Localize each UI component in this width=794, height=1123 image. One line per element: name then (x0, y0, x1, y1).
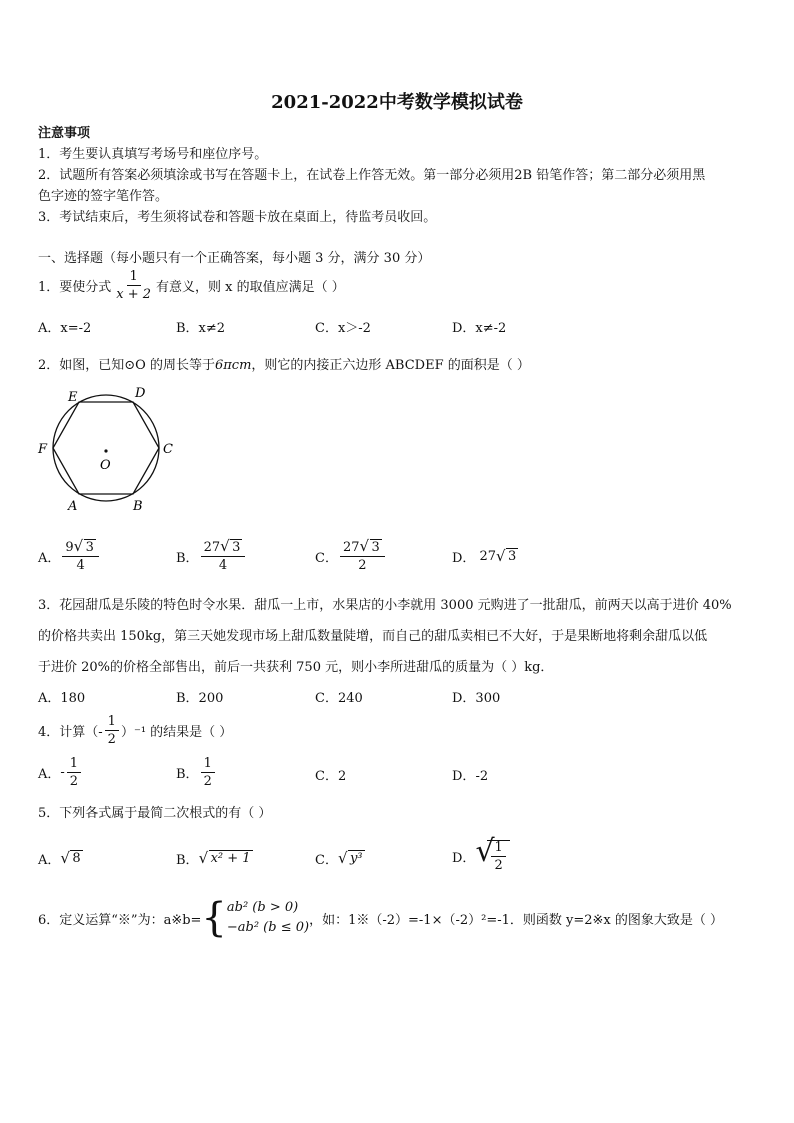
sqrt-symbol: √ $\frac{1}{2}$ (475, 840, 509, 872)
sqrt-symbol: √ 3 (495, 546, 517, 565)
q5-option-d[interactable] (452, 834, 510, 878)
numerator: 1 (491, 841, 505, 857)
denominator: 2 (494, 858, 503, 873)
q6-case-2: −ab² (b ≤ 0) (226, 920, 310, 935)
page-title: 2021-2022中考数学模拟试卷 (271, 92, 523, 113)
q4-option-d-letter: D． (452, 769, 476, 784)
radicand: 3 (371, 539, 380, 555)
q6-suffix: ，如：1※（-2）=-1×（-2）²=-1．则函数 y=2※x 的图象大致是（ ） (309, 912, 724, 928)
q2-option-a-numerator (62, 536, 99, 557)
q2-option-c-numerator (340, 536, 385, 557)
section-heading: 一、选择题（每小题只有一个正确答案，每小题 3 分，满分 30 分） (38, 251, 431, 266)
q2-option-b-numerator (201, 536, 246, 557)
coef: 27 (203, 539, 221, 555)
q2-option-b-fraction (201, 536, 246, 573)
q2-option-c-letter: C． (315, 550, 338, 566)
q4-fraction (105, 715, 119, 746)
q3-line-1: 3．花园甜瓜是乐陵的特色时令水果．甜瓜一上市，水果店的小李就用 3000 元购进了一批甜瓜，前两天以高于进价 40% (38, 598, 732, 613)
sqrt-symbol: √ 3 (220, 536, 241, 555)
note-line-3: 色字迹的签字笔作答。 (38, 189, 169, 204)
q1-option-a[interactable]: A．x=-2 (38, 321, 92, 336)
q4-option-a-letter: A． (38, 766, 61, 782)
hexagon-figure (34, 383, 184, 515)
q3-option-b[interactable]: B．200 (176, 691, 224, 706)
sqrt-symbol: √ 3 (73, 536, 94, 555)
q2-option-b[interactable] (176, 536, 247, 576)
coef: 9 (65, 539, 74, 555)
radicand: y³ (349, 850, 363, 866)
q2-option-b-denominator: 4 (218, 557, 228, 573)
label-b: B (133, 499, 143, 514)
radicand: x² + 1 (210, 850, 251, 866)
q2-option-d-letter: D． (452, 550, 476, 566)
q4-option-d-value: -2 (475, 769, 489, 784)
q2-option-d[interactable] (452, 536, 518, 576)
q2-option-a-letter: A． (38, 550, 61, 566)
hexagon-abcdef (53, 402, 159, 494)
q6-piecewise (227, 898, 309, 938)
q4-option-b-letter: B． (176, 766, 199, 782)
q4-option-c[interactable] (315, 765, 346, 784)
q1-suffix: 有意义，则 x 的取值应满足（ ） (156, 279, 345, 295)
q4-option-d[interactable] (452, 765, 488, 784)
numerator: 1 (201, 757, 215, 773)
q3-line-3: 于进价 20%的价格全部售出，前后一共获利 750 元，则小李所进甜瓜的质量为（ ）kg． (38, 660, 554, 675)
sqrt-symbol: √ x² + 1 (198, 848, 251, 867)
question-5: 5．下列各式属于最简二次根式的有（ ） (38, 806, 272, 821)
q2-option-a-fraction (62, 536, 99, 573)
q3-line-2: 的价格共卖出 150kg，第三天她发现市场上甜瓜数量陡增，而自己的甜瓜卖相已不大好，于是果断地将剩余甜瓜以低 (38, 629, 708, 644)
q2-option-c-denominator: 2 (358, 557, 367, 573)
question-1 (38, 268, 345, 302)
q4-frac-denominator: 2 (107, 731, 116, 747)
q4-option-c-value: 2 (337, 769, 347, 784)
radicand: 8 (72, 850, 81, 866)
q1-option-d[interactable]: D．x≠-2 (452, 321, 507, 336)
q4-option-a[interactable] (38, 754, 83, 790)
q4-frac-numerator: 1 (105, 715, 119, 731)
sqrt-symbol: √ 8 (60, 848, 81, 867)
q2-suffix: ，则它的内接正六边形 ABCDEF 的面积是（ ） (251, 358, 530, 373)
label-e: E (68, 390, 78, 405)
label-d: D (135, 386, 146, 401)
q2-option-b-letter: B． (176, 550, 199, 566)
q6-case-1: ab² (b > 0) (226, 900, 299, 915)
q5-option-a-letter: A． (38, 852, 61, 868)
q1-prefix: 1．要使分式 (38, 279, 112, 295)
q4-suffix: ）⁻¹ 的结果是（ ） (120, 724, 233, 740)
q1-option-b[interactable]: B．x≠2 (176, 321, 226, 336)
q2-option-c[interactable] (315, 536, 387, 576)
q5-option-c-letter: C． (315, 852, 338, 868)
denominator: 2 (69, 773, 79, 789)
radicand: 3 (85, 539, 94, 555)
label-a: A (68, 499, 78, 514)
question-2 (38, 354, 530, 373)
label-f: F (38, 442, 48, 457)
sign: - (60, 764, 65, 780)
q5-option-b-letter: B． (176, 852, 199, 868)
q4-option-c-letter: C． (315, 769, 338, 784)
note-line-4: 3．考试结束后，考生须将试卷和答题卡放在桌面上，待监考员收回。 (38, 210, 437, 225)
q5-option-d-letter: D． (452, 850, 476, 866)
q2-prefix: 2．如图，已知⊙O 的周长等于 (38, 358, 215, 373)
coef: 27 (342, 539, 360, 555)
q4-prefix: 4．计算（- (38, 724, 103, 740)
radicand: 3 (232, 539, 241, 555)
q1-option-c[interactable]: C．x＞-2 (315, 321, 371, 336)
q4-option-b-fraction (201, 757, 215, 788)
denominator: 2 (203, 773, 212, 789)
notes-heading: 注意事项 (38, 126, 91, 141)
q5-option-b[interactable] (176, 846, 253, 870)
q4-option-a-fraction (67, 757, 81, 788)
q5-option-c[interactable] (315, 846, 365, 870)
numerator: 1 (67, 757, 81, 773)
circle-o (53, 395, 159, 501)
label-o: O (100, 458, 111, 473)
coef: 27 (479, 548, 496, 564)
q1-frac-denominator: x + 2 (116, 286, 152, 302)
q2-circumference: 6πcm (214, 358, 252, 373)
q4-option-b[interactable] (176, 754, 217, 790)
question-4 (38, 712, 232, 748)
radicand: 3 (507, 548, 517, 564)
q3-option-a[interactable]: A．180 (38, 691, 86, 706)
label-c: C (163, 442, 173, 457)
center-point (104, 449, 107, 452)
sqrt-symbol: √ y³ (337, 848, 363, 867)
left-brace-icon: { (201, 895, 227, 941)
q3-option-d[interactable]: D．300 (452, 691, 501, 706)
q5-option-a[interactable] (38, 846, 83, 870)
note-line-1: 1．考生要认真填写考场号和座位序号。 (38, 147, 268, 162)
q6-prefix: 6．定义运算“※”为：a※b= (38, 912, 202, 928)
q2-option-a-denominator: 4 (76, 557, 85, 573)
q2-option-a[interactable] (38, 536, 101, 576)
q2-option-c-fraction (340, 536, 385, 573)
q1-frac-numerator: 1 (127, 270, 141, 286)
q1-fraction (113, 270, 154, 301)
note-line-2: 2．试题所有答案必须填涂或书写在答题卡上，在试卷上作答无效。第一部分必须用2B 铅笔作答；第二部分必须用黑 (38, 168, 706, 183)
question-6 (38, 895, 723, 941)
q3-option-c[interactable]: C．240 (315, 691, 363, 706)
sqrt-symbol: √ 3 (359, 536, 380, 555)
